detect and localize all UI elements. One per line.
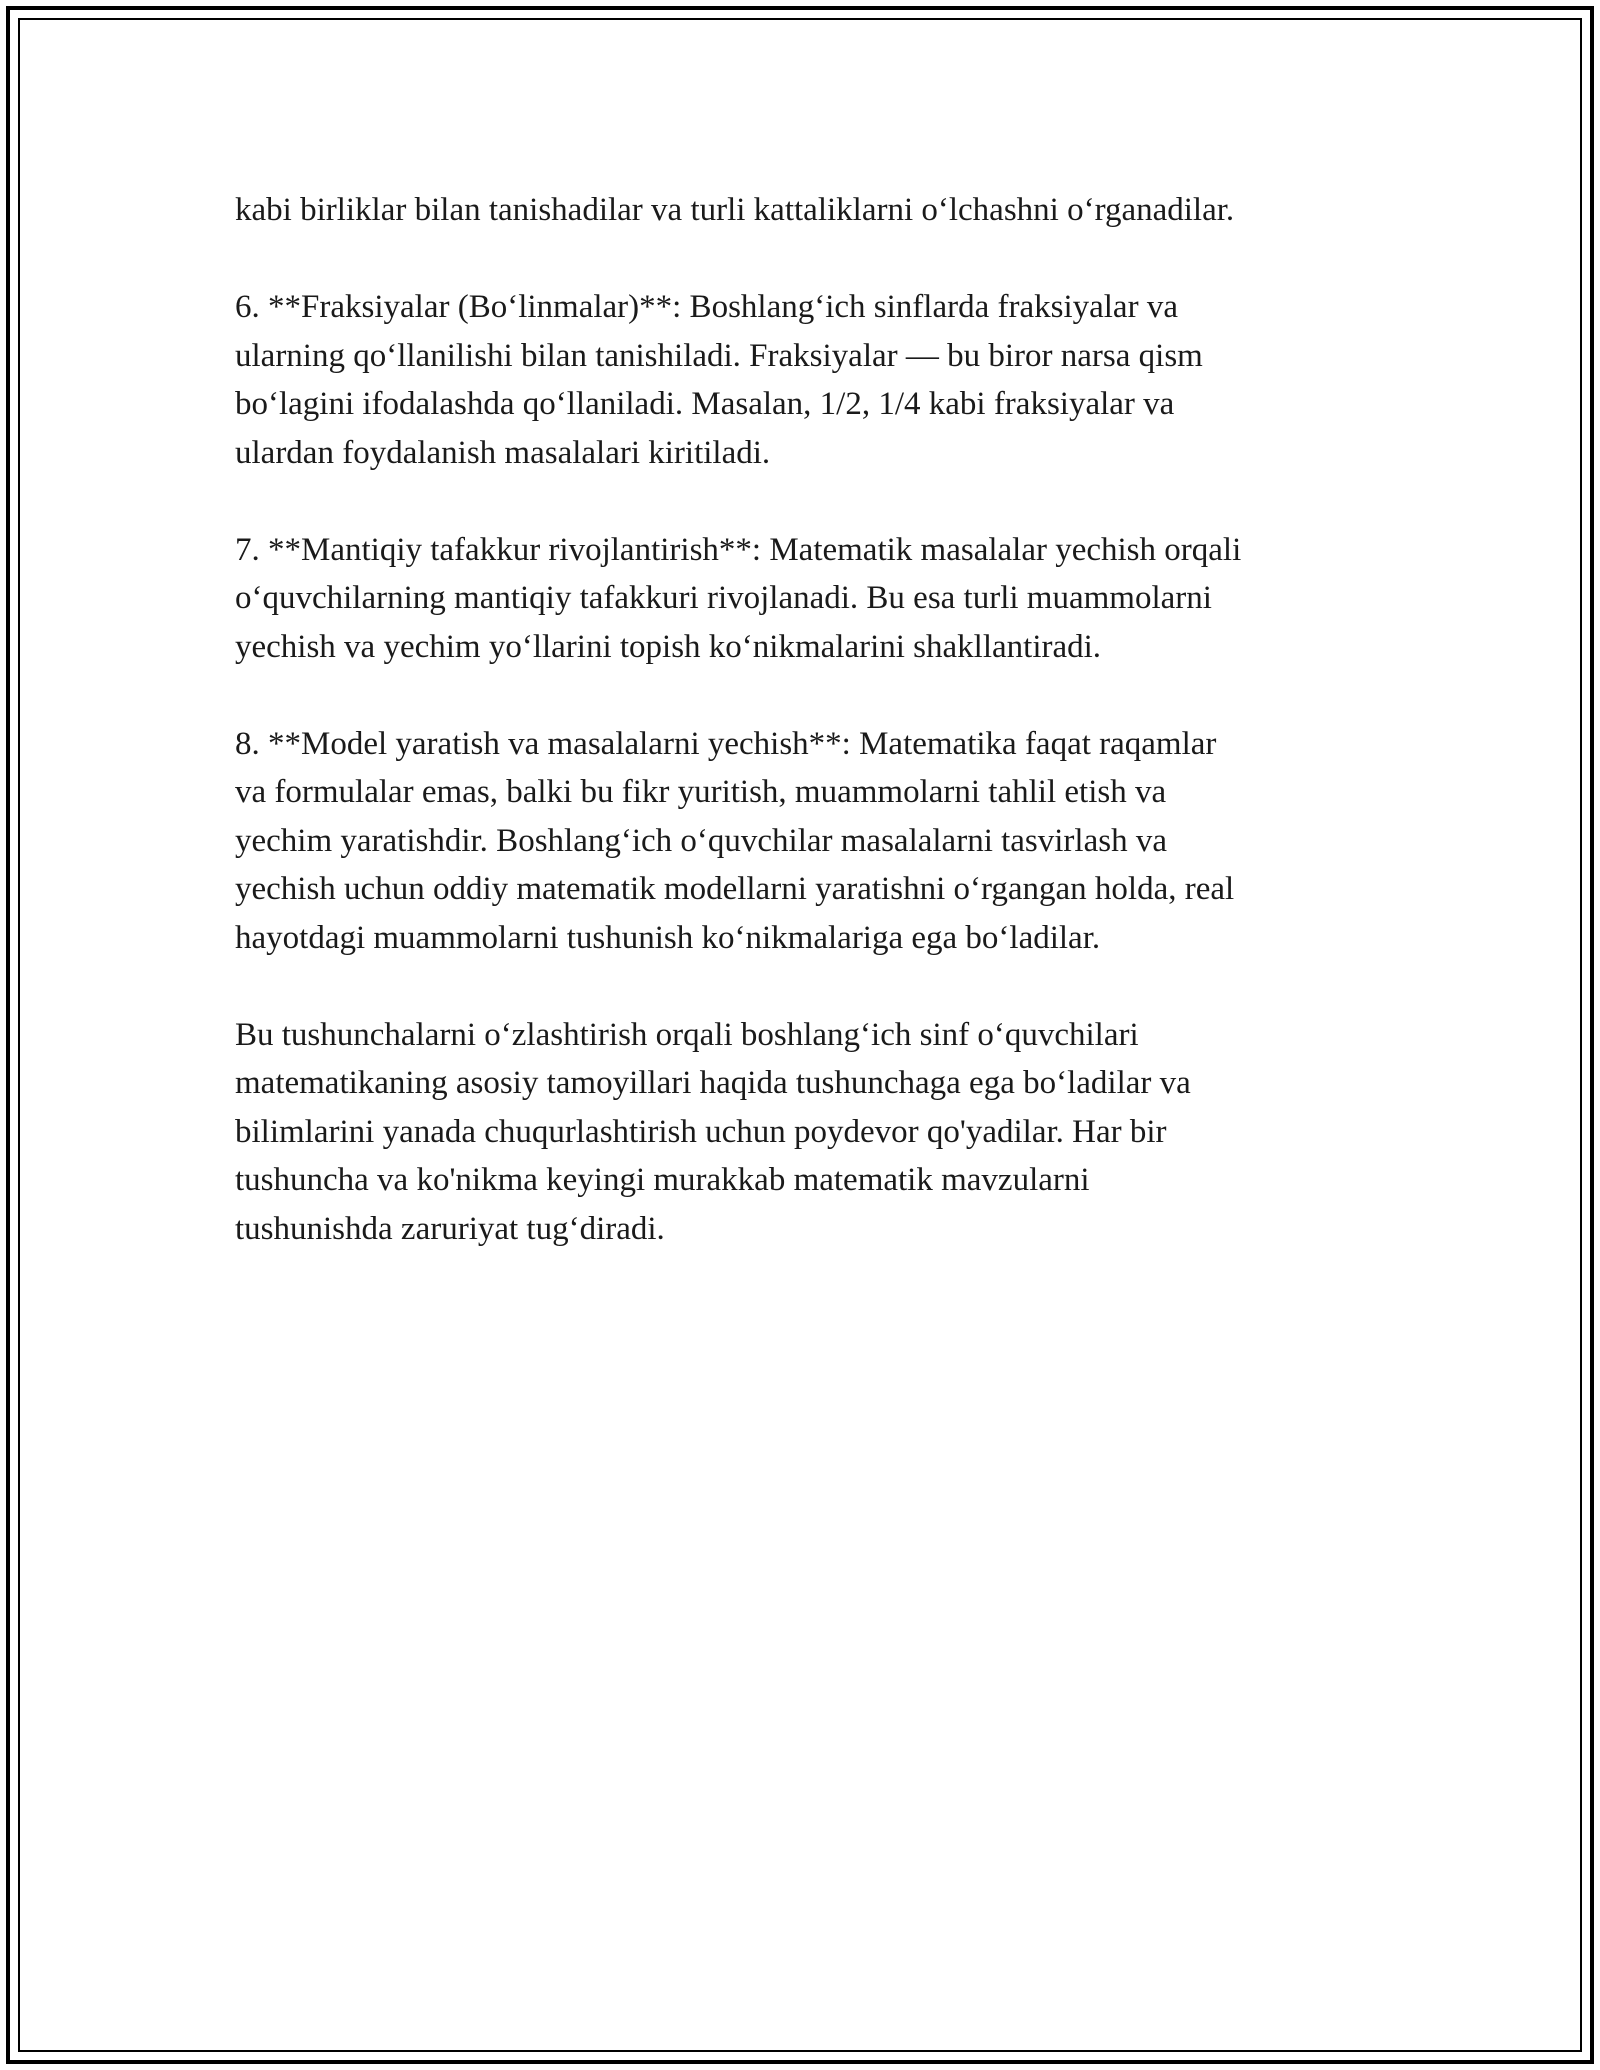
paragraph-continuation: kabi birliklar bilan tanishadilar va turli kattaliklarni o‘lchashni o‘rganadilar. [235,192,1235,228]
paragraph-item-8-modeling: 8. **Model yaratish va masalalarni yechish**: Matematika faqat raqamlar va formulalar emas, balki bu fikr yuritish, muammolarni tahlil etish va yechim yaratishdir. Boshlang‘ich o‘quvchilar masalalarni tasvirlash va yechish uchun oddiy matematik modellarni yaratishni o‘rgangan holda, real hayotdagi muammolarni tushunish ko‘nikmalariga ega bo‘ladilar. [235,725,1235,956]
document-body [235,186,1360,1253]
paragraph-item-6-fractions: 6. **Fraksiyalar (Bo‘linmalar)**: Boshlang‘ich sinflarda fraksiyalar va ularning qo‘llanilishi bilan tanishiladi. Fraksiyalar — bu biror narsa qism bo‘lagini ifodalashda qo‘llaniladi. Masalan, 1/2, 1/4 kabi fraksiyalar va ulardan foydalanish masalalari kiritiladi. [235,289,1203,471]
paragraph-item-7-logical-thinking: 7. **Mantiqiy tafakkur rivojlantirish**: Matematik masalalar yechish orqali o‘quvchilarning mantiqiy tafakkuri rivojlanadi. Bu esa turli muammolarni yechish va yechim yo‘llarini topish ko‘nikmalarini shakllantiradi. [235,531,1242,665]
paragraph-conclusion: Bu tushunchalarni o‘zlashtirish orqali boshlang‘ich sinf o‘quvchilari matematikaning asosiy tamoyillari haqida tushunchaga ega bo‘ladilar va bilimlarini yanada chuqurlashtirish uchun poydevor qo'yadilar. Har bir tushuncha va ko'nikma keyingi murakkab matematik mavzularni tushunishda zaruriyat tug‘diradi. [235,1016,1191,1247]
